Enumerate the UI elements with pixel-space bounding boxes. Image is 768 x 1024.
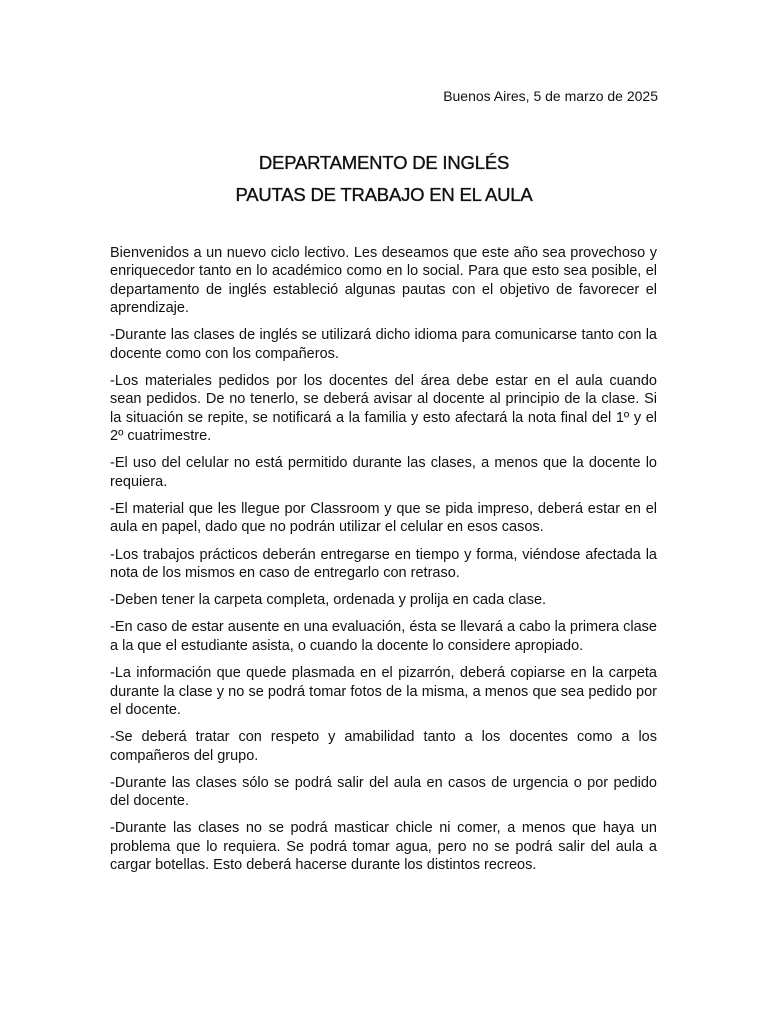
date-line: Buenos Aires, 5 de marzo de 2025 (443, 88, 658, 104)
department-title: DEPARTAMENTO DE INGLÉS (258, 152, 510, 173)
rule-paragraph-folder: -Deben tener la carpeta completa, ordenada y prolija en cada clase. (110, 592, 547, 609)
title-block (0, 147, 768, 211)
rule-paragraph-whiteboard: -La información que quede plasmada en el pizarrón, deberá copiarse en la carpeta durante la clase y no se podrá tomar fotos de la misma, a menos que sea pedido por el docente. (110, 665, 657, 718)
rule-paragraph-leaving-class: -Durante las clases sólo se podrá salir del aula en casos de urgencia o por pedido del docente. (110, 774, 657, 810)
intro-paragraph: Bienvenidos a un nuevo ciclo lectivo. Les deseamos que este año sea provechoso y enriquecedor tanto en lo académico como en lo social. Para que esto sea posible, el departamento de inglés estableció algunas pautas con el objetivo de favorecer el aprendizaje. (110, 245, 657, 317)
rule-paragraph-eating: -Durante las clases no se podrá masticar chicle ni comer, a menos que haya un problema que lo requiera. Se podrá tomar agua, pero no se podrá salir del aula a cargar botellas. Esto deberá hacerse durante los distintos recreos. (110, 820, 657, 874)
rule-paragraph-language: -Durante las clases de inglés se utilizará dicho idioma para comunicarse tanto con la docente como con los compañeros. (110, 327, 657, 362)
rule-paragraph-respect: -Se deberá tratar con respeto y amabilidad tanto a los docentes como a los compañeros del grupo. (110, 729, 657, 764)
document-body (110, 244, 657, 883)
document-subtitle: PAUTAS DE TRABAJO EN EL AULA (235, 184, 533, 205)
rule-paragraph-materials: -Los materiales pedidos por los docentes del área debe estar en el aula cuando sean pedidos. De no tenerlo, se deberá avisar al docente al principio de la clase. Si la situación se repite, se notificará a la familia y esto afectará la nota final del 1º y el 2º cuatrimestre. (110, 373, 657, 445)
rule-paragraph-assignments: -Los trabajos prácticos deberán entregarse en tiempo y forma, viéndose afectada la nota de los mismos en caso de entregarlo con retraso. (110, 546, 657, 582)
rule-paragraph-classroom-material: -El material que les llegue por Classroom y que se pida impreso, deberá estar en el aula en papel, dado que no podrán utilizar el celular en esos casos. (110, 501, 657, 536)
rule-paragraph-cellphone: -El uso del celular no está permitido durante las clases, a menos que la docente lo requiera. (110, 455, 657, 490)
rule-paragraph-absence: -En caso de estar ausente en una evaluación, ésta se llevará a cabo la primera clase a la que el estudiante asista, o cuando la docente lo considere apropiado. (110, 619, 657, 654)
